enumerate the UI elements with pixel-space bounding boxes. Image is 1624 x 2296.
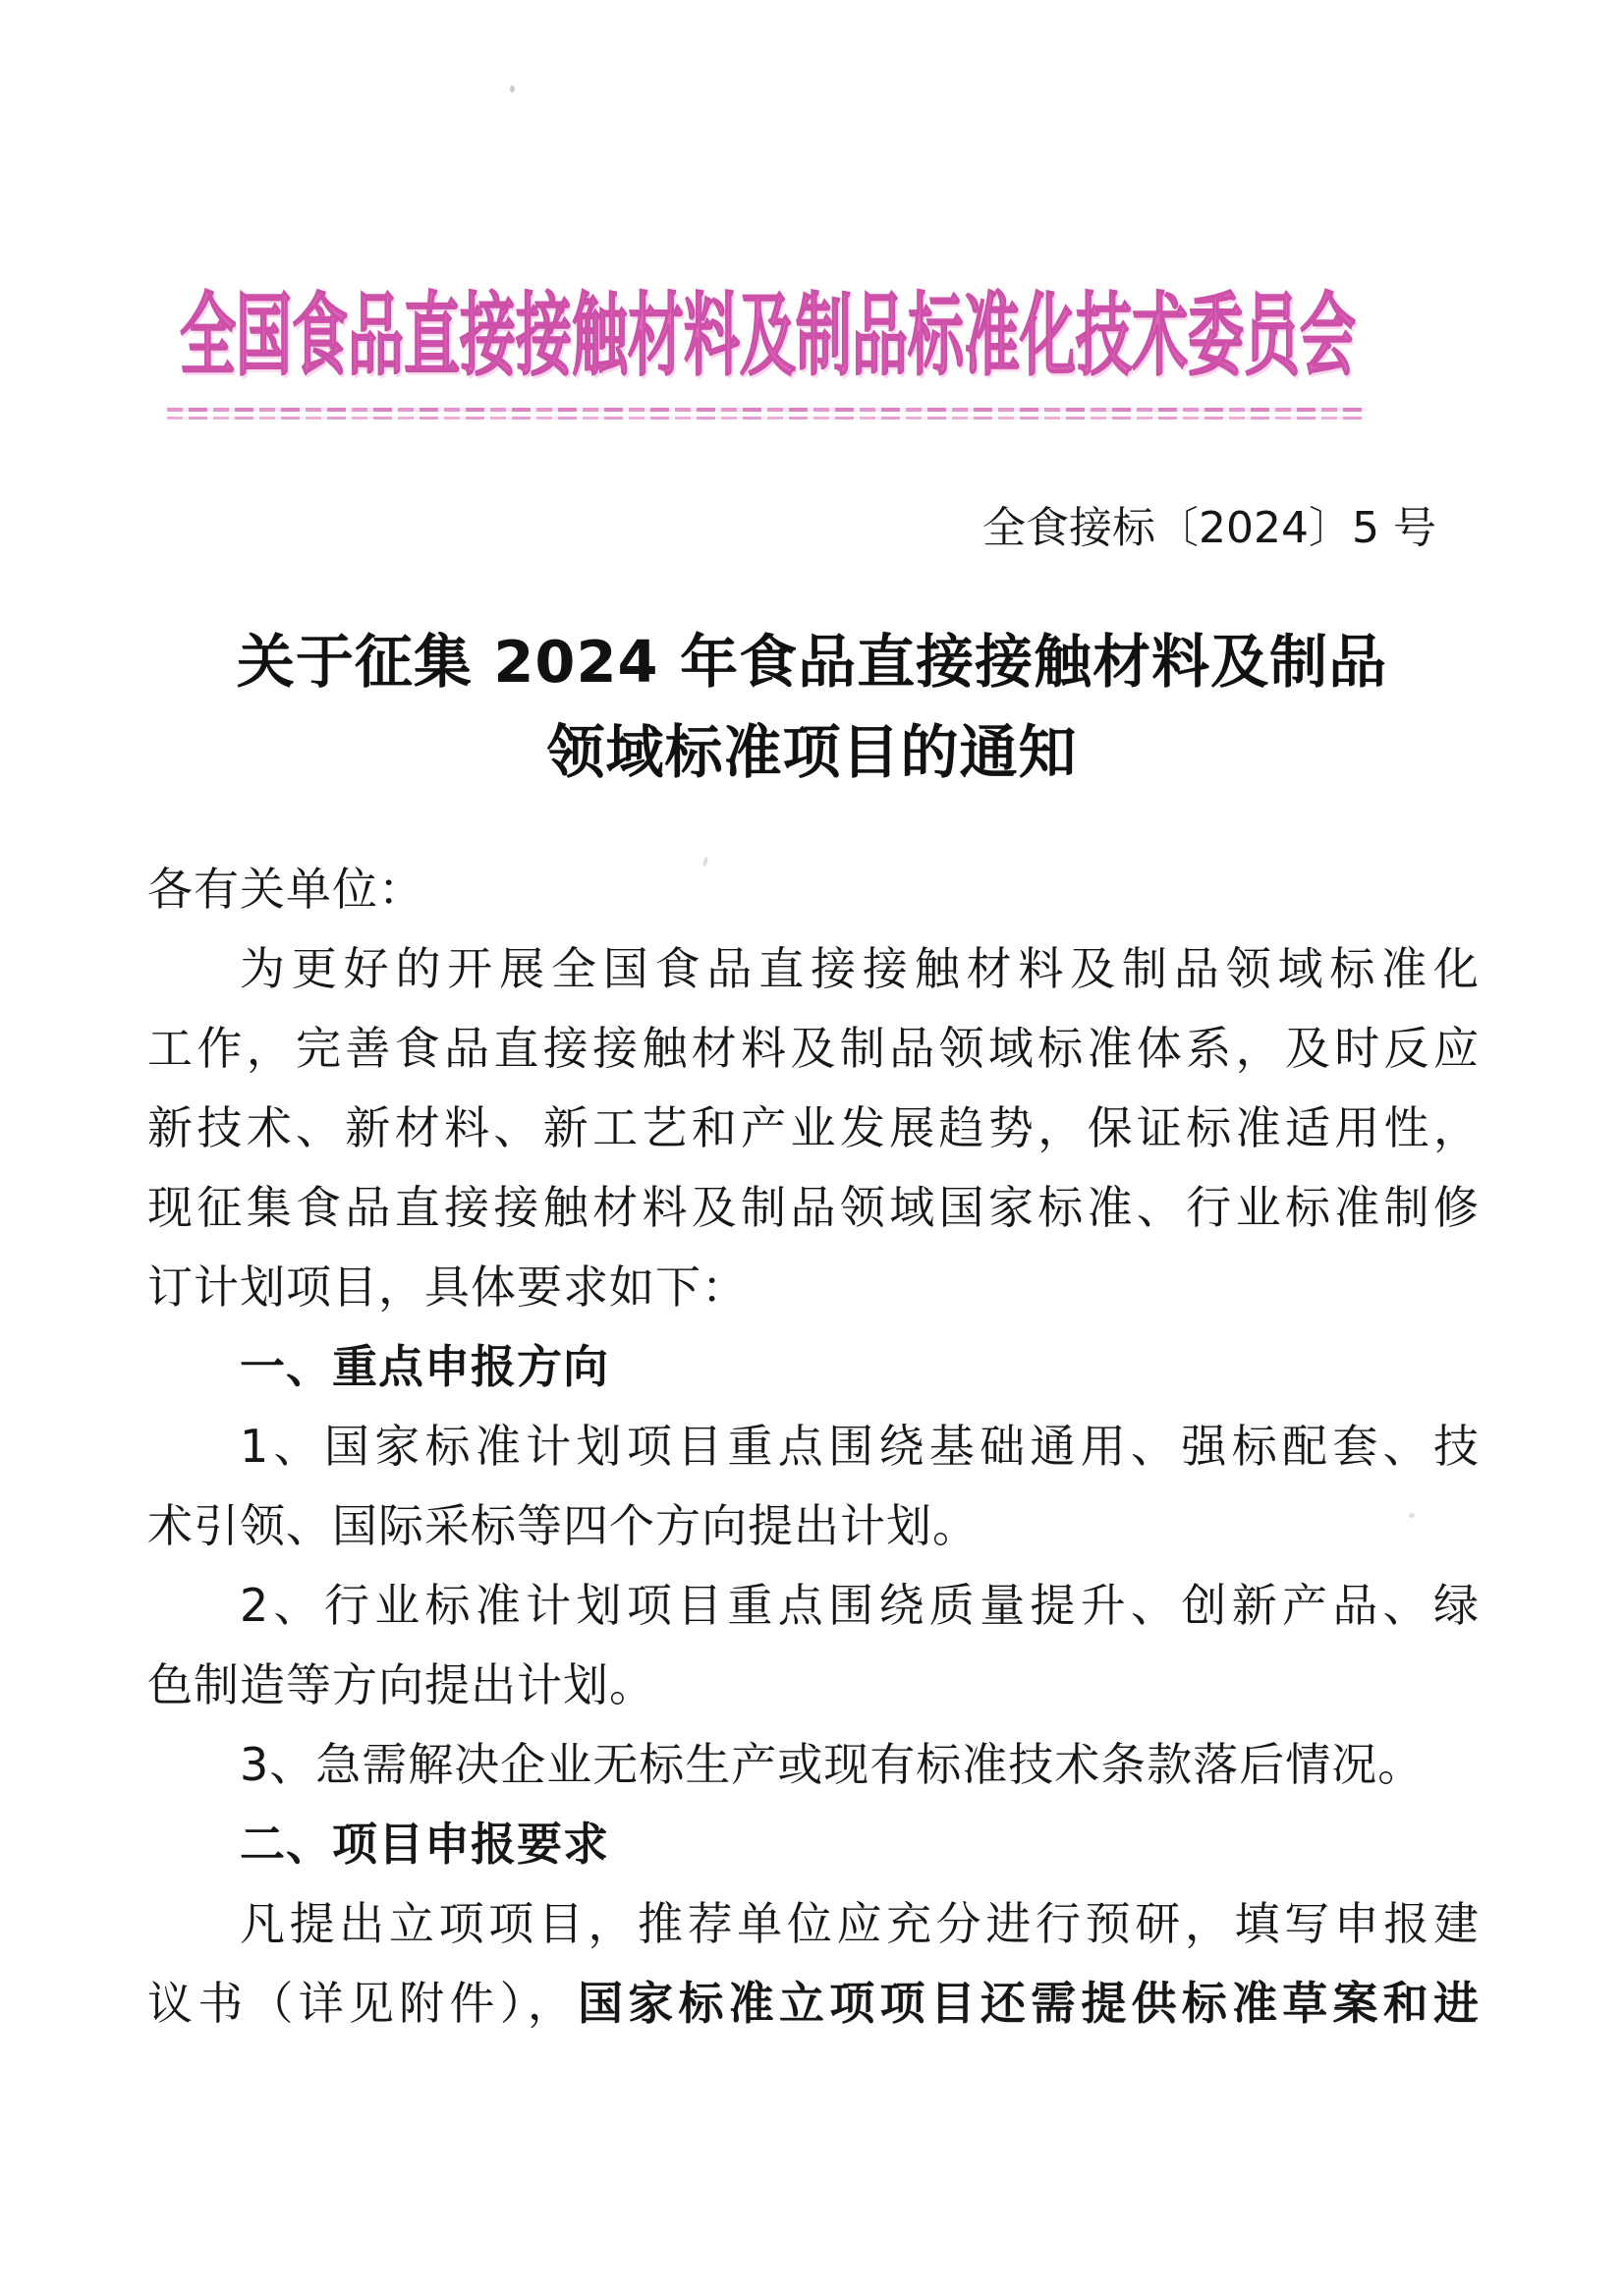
letterhead-rule-top (167, 408, 1368, 412)
letterhead-rule-bottom (167, 417, 1368, 420)
letterhead-org-name: 全国食品直接接触材料及制品标准化技术委员会 (180, 285, 1356, 389)
body-line: 凡提出立项项目，推荐单位应充分进行预研，填写申报建 (240, 1897, 1480, 1950)
body-line: 二、项目申报要求 (240, 1818, 609, 1871)
body-line: 为更好的开展全国食品直接接触材料及制品领域标准化 (240, 942, 1480, 995)
body-line: 各有关单位： (147, 863, 424, 916)
document-number: 全食接标〔2024〕5 号 (982, 503, 1436, 553)
body-line-segment: 国家标准立项项目还需提供标准草案和进 (578, 1977, 1481, 2030)
body-lines (147, 850, 1480, 2044)
body-line: 色制造等方向提出计划。 (147, 1658, 655, 1711)
document-title-line2: 领域标准项目的通知 (546, 718, 1078, 786)
body-line: 1、国家标准计划项目重点围绕基础通用、强标配套、技 (240, 1420, 1480, 1473)
body-line: 术引领、国际采标等四个方向提出计划。 (147, 1499, 979, 1552)
body-line (147, 1964, 1480, 2044)
body-line: 工作，完善食品直接接触材料及制品领域标准体系，及时反应 (147, 1022, 1480, 1075)
body-line: 订计划项目，具体要求如下： (147, 1260, 748, 1314)
body-line: 3、急需解决企业无标生产或现有标准技术条款落后情况。 (240, 1738, 1425, 1791)
document-title (0, 617, 1624, 798)
body-line-segment: 议书（详见附件）， (147, 1977, 579, 2030)
body-line: 新技术、新材料、新工艺和产业发展趋势，保证标准适用性， (147, 1101, 1480, 1154)
body-line: 现征集食品直接接触材料及制品领域国家标准、行业标准制修 (147, 1181, 1480, 1234)
scan-speck (510, 85, 515, 92)
document-title-line1: 关于征集 2024 年食品直接接触材料及制品 (236, 628, 1388, 696)
body-line: 2、行业标准计划项目重点围绕质量提升、创新产品、绿 (240, 1579, 1480, 1632)
body-line: 一、重点申报方向 (240, 1340, 609, 1393)
scan-speck (1409, 1513, 1415, 1518)
